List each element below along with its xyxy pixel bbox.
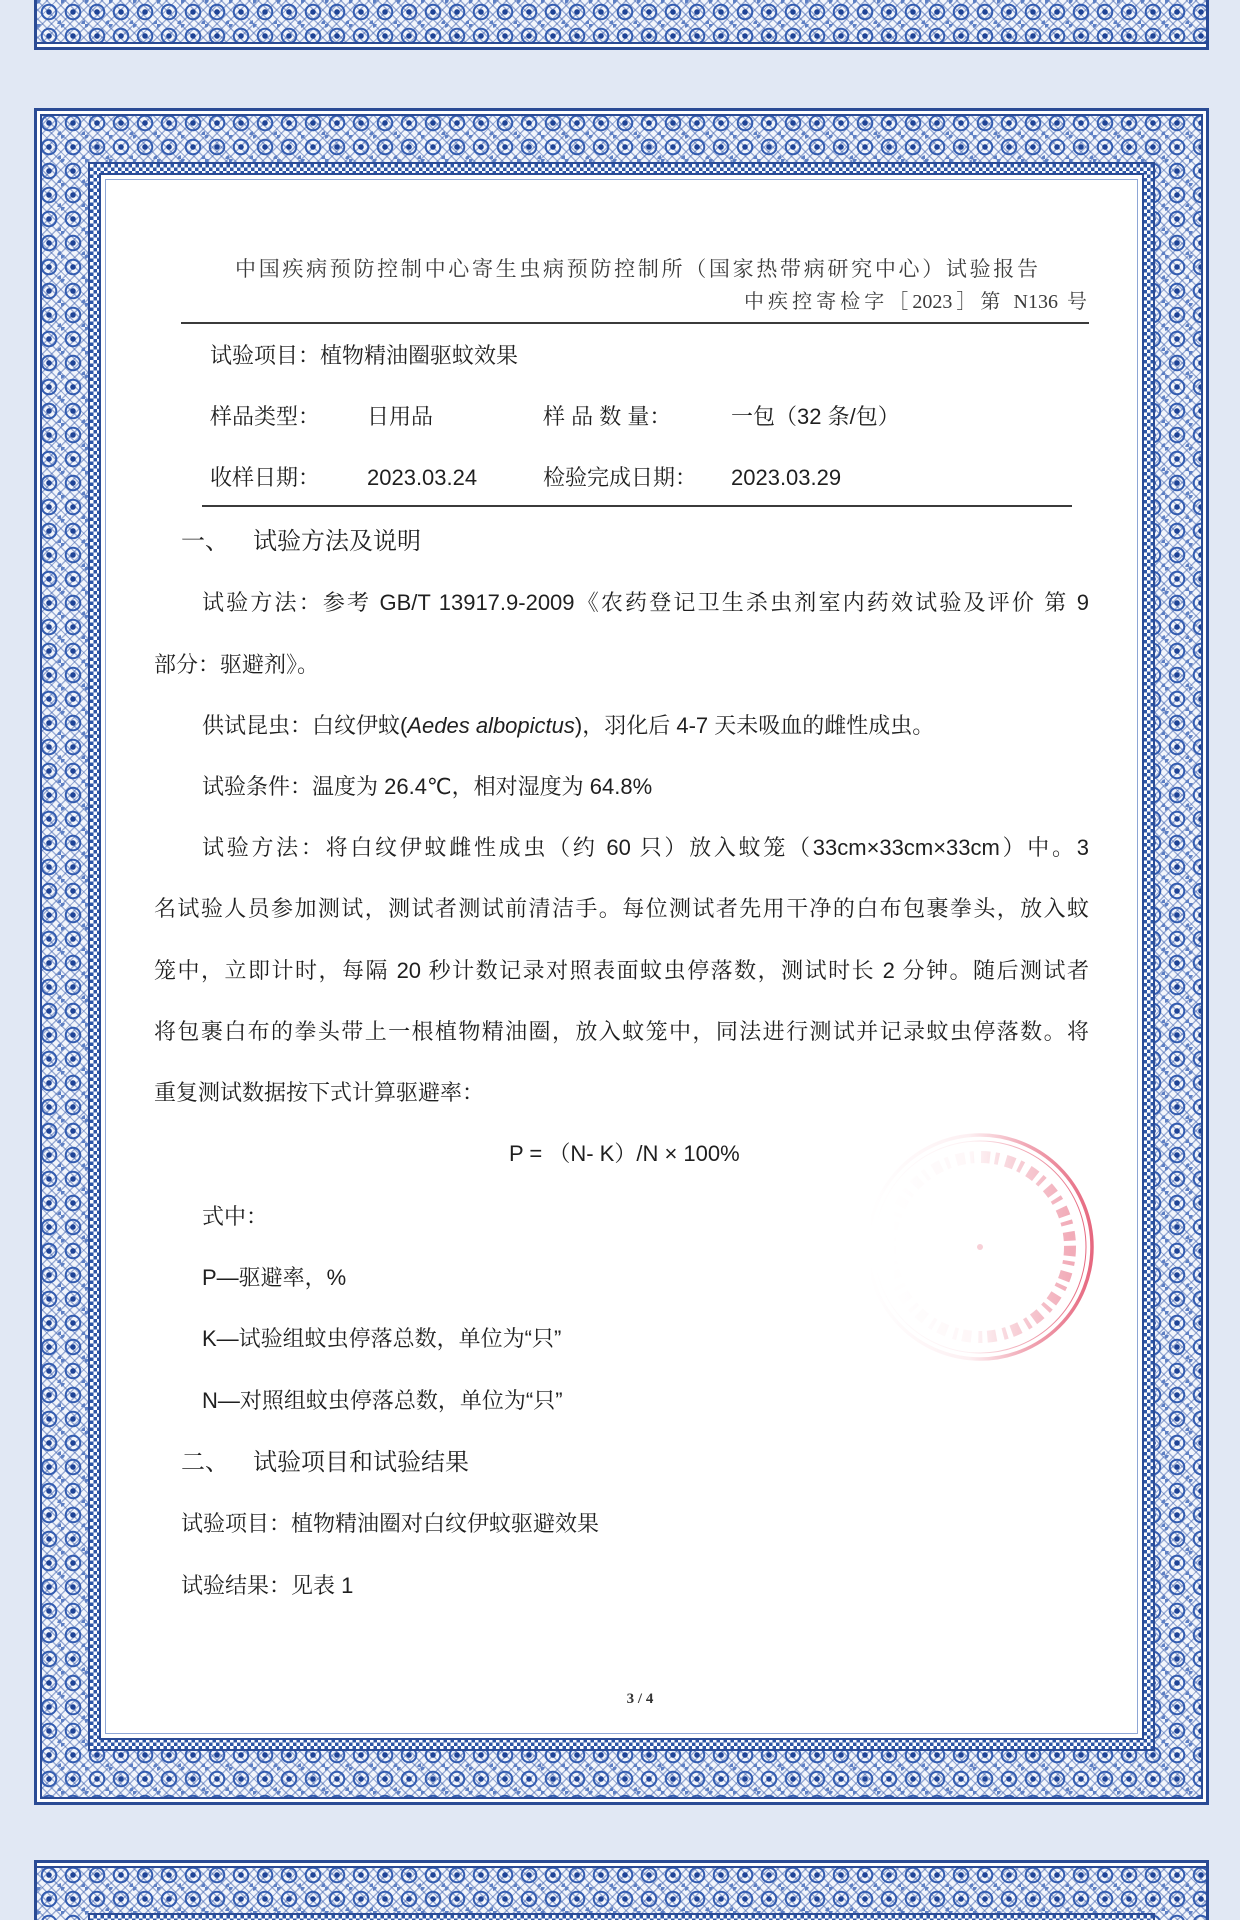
sample-quantity-label: 样 品 数 量：	[543, 404, 672, 429]
test-project-label: 试验项目：	[210, 343, 321, 368]
sample-type-value: 日用品	[367, 404, 434, 429]
section2-title: 试验项目和试验结果	[253, 1449, 469, 1476]
procedure-line: 名试验人员参加测试，测试者测试前清洁手。每位测试者先用干净的白布包裹拳头，放入蚊	[154, 896, 1089, 921]
previous-page-border	[34, 0, 1209, 50]
method-reference-line: 部分：驱避剂》。	[154, 652, 320, 677]
report-institution-title: 中国疾病预防控制中心寄生虫病预防控制所（国家热带病研究中心）试验报告	[235, 257, 1038, 281]
test-item-line: 试验项目：植物精油圈对白纹伊蚊驱避效果	[181, 1511, 600, 1536]
seal-center-mark	[977, 1244, 983, 1250]
test-insect-line	[202, 712, 934, 740]
procedure-line: 将包裹白布的拳头带上一根植物精油圈，放入蚊笼中，同法进行测试并记录蚊虫停落数。将	[154, 1019, 1089, 1044]
procedure-line: 试验方法：将白纹伊蚊雌性成虫（约 60 只）放入蚊笼（33cm×33cm×33cm）中。3	[202, 835, 1089, 860]
test-project-row	[210, 342, 518, 370]
procedure-line: 重复测试数据按下式计算驱避率：	[154, 1080, 485, 1105]
receive-date-label: 收样日期：	[210, 465, 321, 490]
sample-type-label: 样品类型：	[210, 404, 321, 429]
formula-legend-item: P—驱避率，%	[202, 1265, 347, 1290]
complete-date-value: 2023.03.29	[731, 465, 842, 490]
next-page-inner-border	[88, 1913, 1155, 1920]
test-result-line: 试验结果：见表 1	[181, 1573, 354, 1598]
formula-legend-item: K—试验组蚊虫停落总数，单位为“只”	[202, 1326, 562, 1351]
test-insect-text-end: )，羽化后 4-7 天未吸血的雌性成虫。	[574, 713, 935, 738]
species-name: Aedes albopictus	[407, 713, 575, 738]
info-divider	[202, 505, 1072, 507]
method-reference-line: 试验方法：参考 GB/T 13917.9-2009《农药登记卫生杀虫剂室内药效试验及评价 第 9	[202, 590, 1089, 615]
report-number: 中疾控寄检字［2023］第 N136 号	[744, 291, 1087, 313]
section1-number: 一、	[181, 528, 229, 555]
repellency-formula: P = （N- K）/N × 100%	[509, 1141, 740, 1166]
next-page-border	[34, 1860, 1209, 1920]
sample-quantity-value: 一包（32 条/包）	[731, 404, 900, 429]
section1-title: 试验方法及说明	[253, 528, 421, 555]
test-insect-text: 供试昆虫：白纹伊蚊(	[202, 713, 408, 738]
test-conditions-line: 试验条件：温度为 26.4℃，相对湿度为 64.8%	[202, 774, 653, 799]
test-project-value: 植物精油圈驱蚊效果	[320, 343, 519, 368]
header-divider	[181, 322, 1089, 324]
complete-date-label: 检验完成日期：	[543, 465, 698, 490]
formula-legend-intro: 式中：	[202, 1204, 269, 1229]
formula-legend-item: N—对照组蚊虫停落总数，单位为“只”	[202, 1388, 563, 1413]
procedure-line: 笼中，立即计时，每隔 20 秒计数记录对照表面蚊虫停落数，测试时长 2 分钟。随后测试者	[154, 958, 1089, 983]
receive-date-value: 2023.03.24	[367, 465, 478, 490]
page-number: 3 / 4	[626, 1691, 654, 1707]
section2-number: 二、	[181, 1449, 229, 1476]
official-seal-stamp	[860, 1127, 1100, 1367]
